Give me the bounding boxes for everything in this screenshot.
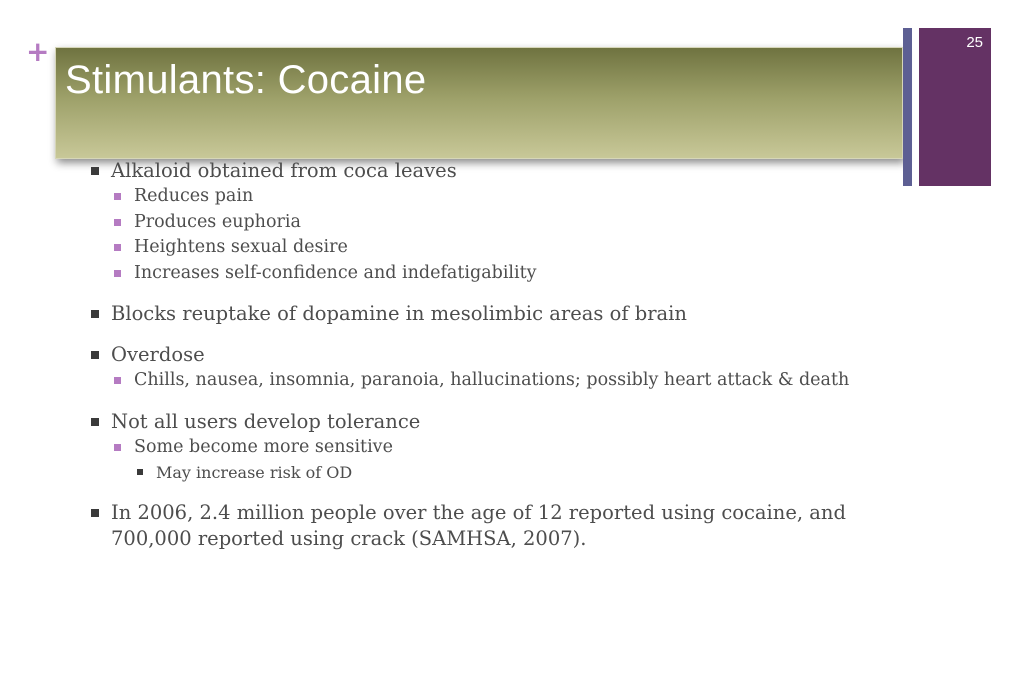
bullet-text: Not all users develop tolerance <box>111 409 421 433</box>
sub-sub-bullet-item <box>134 460 928 485</box>
sub-bullet-text: Some become more sensitive <box>134 436 393 457</box>
slide-content <box>88 158 928 552</box>
bullet-item <box>88 500 928 552</box>
bullet-item <box>88 158 928 286</box>
sub-bullet-text: Increases self-confidence and indefatigability <box>134 262 537 283</box>
sub-bullet-item <box>111 435 928 486</box>
sub-bullet-item <box>111 184 928 210</box>
plus-icon: + <box>26 35 50 68</box>
bullet-item <box>88 409 928 486</box>
bullet-item <box>88 301 928 327</box>
sub-bullet-text: Chills, nausea, insomnia, paranoia, hallucinations; possibly heart attack & death <box>134 370 850 390</box>
sub-bullet-item <box>111 235 928 261</box>
sub-bullet-text: Reduces pain <box>134 186 254 206</box>
sub-bullet-item <box>111 210 928 236</box>
slide-number: 25 <box>966 34 983 51</box>
title-banner <box>55 47 903 159</box>
slide-title: Stimulants: Cocaine <box>65 58 427 102</box>
bullet-item <box>88 342 928 394</box>
sub-bullet-item <box>111 368 928 394</box>
bullet-text: Overdose <box>111 343 205 366</box>
sub-bullet-list <box>111 435 928 486</box>
slide-number-block <box>919 28 991 186</box>
bullet-text: Blocks reuptake of dopamine in mesolimbic areas of brain <box>111 302 687 325</box>
sub-bullet-text: Heightens sexual desire <box>134 237 348 257</box>
sub-bullet-list <box>111 184 928 286</box>
sub-sub-bullet-text: May increase risk of OD <box>156 463 353 482</box>
sub-bullet-item <box>111 261 928 287</box>
bullet-list <box>88 158 928 552</box>
sub-sub-bullet-list <box>134 460 928 485</box>
bullet-text: In 2006, 2.4 million people over the age of 12 reported using cocaine, and 700,000 reported using crack (SAMHSA, 2007). <box>111 501 846 550</box>
bullet-text: Alkaloid obtained from coca leaves <box>111 159 457 182</box>
sub-bullet-list <box>111 368 928 394</box>
sub-bullet-text: Produces euphoria <box>134 211 301 232</box>
